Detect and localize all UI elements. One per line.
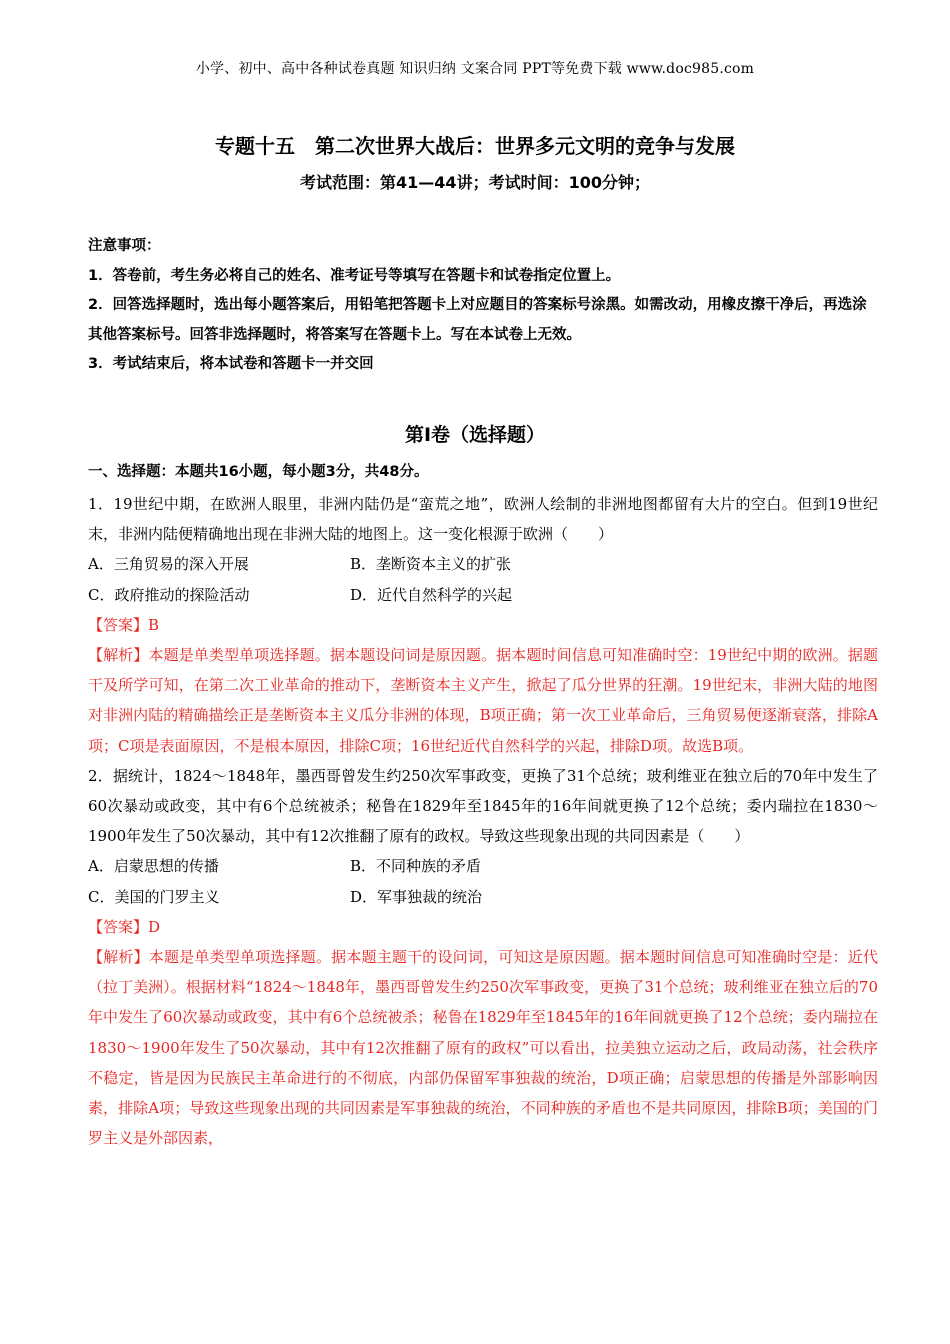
part-heading: 一、选择题：本题共16小题，每小题3分，共48分。: [88, 464, 429, 480]
exam-info: 考试范围：第41—44讲；考试时间：100分钟；: [300, 173, 650, 192]
question-2-options-row-2: [88, 882, 878, 912]
question-1-options-row-2: [88, 580, 878, 610]
question-1-option-a: A．三角贸易的深入开展: [88, 555, 249, 574]
notice-item-1: 1．答卷前，考生务必将自己的姓名、准考证号等填写在答题卡和试卷指定位置上。: [88, 267, 621, 284]
question-1-stem: 1．19世纪中期，在欧洲人眼里，非洲内陆仍是“蛮荒之地”，欧洲人绘制的非洲地图都留有大片的空白。但到19世纪末，非洲内陆便精确地出现在非洲大陆的地图上。这一变化根源于欧洲（ ）: [88, 495, 878, 544]
notice-item-2: 2．回答选择题时，选出每小题答案后，用铅笔把答题卡上对应题目的答案标号涂黑。如需改动，用橡皮擦干净后，再选涂其他答案标号。回答非选择题时，将答案写在答题卡上。写在本试卷上无效。: [88, 297, 867, 343]
question-2-options-row-1: [88, 851, 878, 881]
questions: [88, 489, 878, 1153]
question-1-option-b: B．垄断资本主义的扩张: [350, 555, 512, 574]
question-1-answer: 【答案】B: [88, 615, 160, 634]
notice-heading: 注意事项：: [88, 238, 161, 254]
notice-block: [88, 232, 878, 380]
section-title: 第I卷（选择题）: [404, 424, 546, 446]
question-2-option-d: D．军事独裁的统治: [350, 887, 483, 906]
notice-item-3: 3．考试结束后，将本试卷和答题卡一并交回: [88, 356, 374, 372]
page-title: 专题十五 第二次世界大战后：世界多元文明的竞争与发展: [215, 134, 735, 158]
question-1-options-row-1: [88, 549, 878, 579]
question-2-analysis: 【解析】本题是单类型单项选择题。据本题主题干的设问词，可知这是原因题。据本题时间信息可知准确时空是：近代（拉丁美洲）。根据材料“1824～1848年，墨西哥曾发生约250次军事政变，更换了31个总统；玻利维亚在独立后的70年中发生了60次暴动或政变，其中有6个总统被杀；秘鲁在1829年至1845年的16年间就更换了12个总统；委内瑞拉在1830～1900年发生了50次暴动，其中有12次推翻了原有的政权”可以看出，拉美独立运动之后，政局动荡，社会秩序不稳定，皆是因为民族民主革命进行的不彻底，内部仍保留军事独裁的统治，D项正确；启蒙思想的传播是外部影响因素，排除A项；导致这些现象出现的共同因素是军事独裁的统治，不同种族的矛盾也不是共同原因，排除B项；美国的门罗主义是外部因素，: [88, 948, 878, 1148]
question-2-answer: 【答案】D: [88, 917, 161, 936]
question-1-analysis: 【解析】本题是单类型单项选择题。据本题设问词是原因题。据本题时间信息可知准确时空：19世纪中期的欧洲。据题干及所学可知，在第二次工业革命的推动下，垄断资本主义产生，掀起了瓜分世界的狂潮。19世纪末，非洲大陆的地图对非洲内陆的精确描绘正是垄断资本主义瓜分非洲的体现，B项正确；第一次工业革命后，三角贸易便逐渐衰落，排除A项；C项是表面原因，不是根本原因，排除C项；16世纪近代自然科学的兴起，排除D项。故选B项。: [88, 646, 878, 755]
page-header: 小学、初中、高中各种试卷真题 知识归纳 文案合同 PPT等免费下载 www.doc985.com: [195, 61, 755, 77]
question-2-option-b: B．不同种族的矛盾: [350, 857, 482, 876]
question-1-option-d: D．近代自然科学的兴起: [350, 585, 513, 604]
question-2-stem: 2．据统计，1824～1848年，墨西哥曾发生约250次军事政变，更换了31个总统；玻利维亚在独立后的70年中发生了60次暴动或政变，其中有6个总统被杀；秘鲁在1829年至1845年的16年间就更换了12个总统；委内瑞拉在1830～1900年发生了50次暴动，其中有12次推翻了原有的政权。导致这些现象出现的共同因素是（ ）: [88, 766, 878, 846]
question-1-option-c: C．政府推动的探险活动: [88, 585, 250, 604]
question-2-option-a: A．启蒙思想的传播: [88, 857, 219, 876]
question-2-option-c: C．美国的门罗主义: [88, 887, 220, 906]
